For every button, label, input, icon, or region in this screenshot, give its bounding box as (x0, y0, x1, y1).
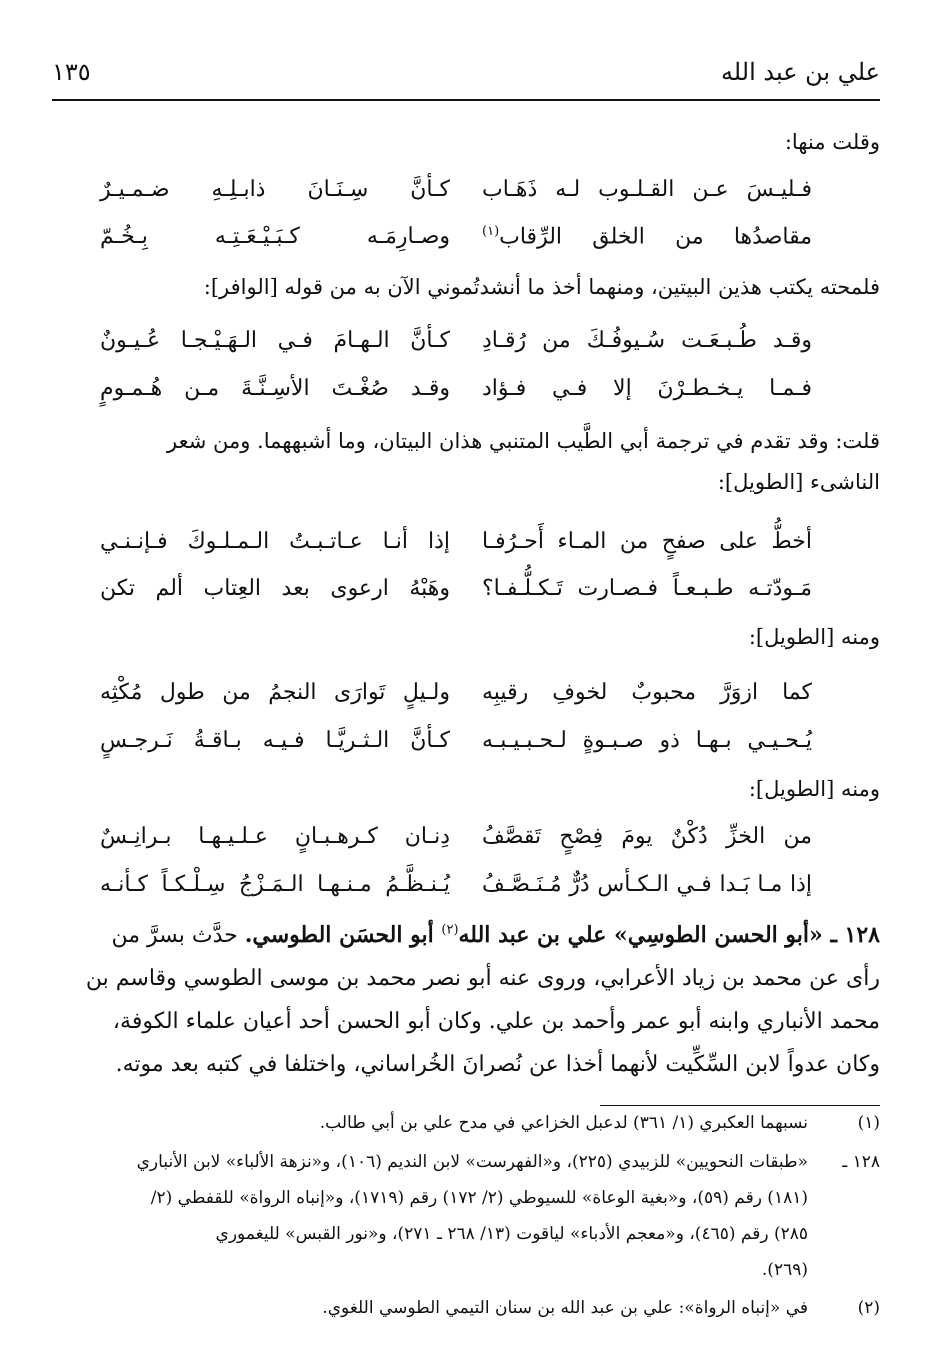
page-number: ١٣٥ (52, 58, 91, 86)
verse-first-hemistich: يُـنـظَّـمُ مـنـهـا الـمَـزْجُ سِـلْـكـاً كـأنـه (100, 872, 450, 897)
verse-second-hemistich: فـمـا يـخـطـرْنَ إلا فـي فـؤاد (482, 376, 812, 401)
footnote-line: «طبقات النحويين» للزبيدي (٢٢٥)، و«الفهرست» لابن النديم (١٠٦)، و«نزهة الألباء» لابن الأنباري (136, 1152, 808, 1172)
verse-first-hemistich: وقـد صُغْـتَ الأسِـنَّـةَ مـن هُـمـومٍ (100, 376, 450, 401)
verse-second-hemistich: من الخزِّ دُكْنٌ يومَ فِصْحٍ تَقصَّفُ (482, 824, 812, 849)
entry-text: حدَّث بسرَّ من (111, 923, 245, 948)
verse-second-hemistich: وقـد طُـبـعَـت سُـيوفُـكَ من رُقـادِ (482, 328, 812, 353)
footnote-line: ٢٨٥) رقم (٤٦٥)، و«معجم الأدباء» لياقوت (١٣/ ٢٦٨ ـ ٢٧١)، و«نور القبس» لليغموري (215, 1224, 808, 1244)
footnote-rule (600, 1105, 880, 1106)
entry-name: أبو الحسَن الطوسي. (244, 922, 442, 948)
intro-line: ومنه [الطويل]: (748, 625, 880, 649)
verse-first-hemistich: كـأنَّ الـثـريَّـا فـيـه بـاقـةُ نَـرجـسٍ (100, 728, 450, 753)
footnote-ref: (١) (482, 224, 500, 239)
verse-second-hemistich: يُـحـيـي بـهـا ذو صـبـوةٍ لـحـبـيـبـه (482, 728, 812, 753)
verse-second-hemistich: كما ازوَرَّ محبوبٌ لخوفِ رقيبِه (482, 680, 812, 705)
verse-second-hemistich: إذا مـا بَـدا فـي الـكـأس دُرٌّ مُـنَـصَّـفُ (482, 872, 812, 897)
footnote-mark: (١) (857, 1113, 880, 1133)
verse-first-hemistich: دِنـان كـرهـبـانٍ عـلـيـهـا بـرانِـسٌ (100, 824, 450, 849)
verse-first-hemistich: إذا أنـا عـاتـبـتُ الـمـلـوكَ فـإنـنـي (100, 529, 450, 554)
footnote-line: نسبهما العكبري (١/ ٣٦١) لدعبل الخزاعي في مدح علي بن أبي طالب. (319, 1113, 808, 1133)
footnote-line: (٢٦٩). (761, 1260, 808, 1280)
paragraph-line: قلت: وقد تقدم في ترجمة أبي الطَّيب المتنبي هذان البيتان، وما أشبههما. ومن شعر (166, 429, 880, 453)
running-header (52, 58, 880, 98)
verse-first-hemistich: وصـارِمَـه كـبَـيْـعَـتِـه بِـخُـمّ (100, 224, 450, 249)
entry-heading: ١٢٨ ـ «أبو الحسن الطوسِي» علي بن عبد الله (458, 922, 880, 948)
footnote-line: (١٨١) رقم (٥٩)، و«بغية الوعاة» للسيوطي (٢/ ١٧٢) رقم (١٧١٩)، و«إنباه الرواة» للقفطي (٢/ (150, 1188, 808, 1208)
verse-second-hemistich: مَـودّتـه طـبـعـاً فـصـارت تَـكـلُّـفـا؟ (482, 576, 812, 601)
verse-first-hemistich: ولـيلٍ تَوارَى النجمُ من طول مُكْثِه (100, 680, 450, 705)
footnote-mark: (٢) (857, 1298, 880, 1318)
header-rule (52, 99, 880, 101)
entry-heading-line (111, 922, 880, 948)
verse-first-hemistich: وهَبْهُ ارعوى بعد العِتاب ألم تكن (100, 576, 450, 601)
verse-second-hemistich: فـليـسَ عـن القـلـوب لـه ذَهَـاب (482, 177, 812, 202)
footnote-mark: ١٢٨ ـ (842, 1152, 880, 1172)
verse-first-hemistich: كـأنَّ الـهـامَ فـي الـهَـيْـجـا عُـيـونٌ (100, 328, 450, 353)
intro-line: ومنه [الطويل]: (748, 777, 880, 801)
header-title: علي بن عبد الله (720, 58, 880, 86)
paragraph-line: رأى عن محمد بن زياد الأعرابي، وروى عنه أبو نصر محمد بن موسى الطوسي وقاسم بن (85, 966, 880, 991)
intro-line: وقلت منها: (784, 130, 880, 154)
footnote-ref: (٢) (441, 922, 459, 938)
paragraph-line: محمد الأنباري وابنه أبو عمر وأحمد بن علي. وكان أبو الحسن أحد أعيان علماء الكوفة، (112, 1009, 880, 1034)
verse-text: مقاصدُها من الخلق الرِّقاب (499, 224, 812, 250)
paragraph-line: الناشىء [الطويل]: (717, 470, 880, 494)
verse-second-hemistich (482, 224, 812, 249)
intro-line: فلمحته يكتب هذين البيتين، ومنهما أخذ ما أنشدتُموني الآن به من قوله [الوافر]: (203, 275, 880, 299)
paragraph-line: وكان عدواً لابن السِّكِّيت لأنهما أخذا عن نُصرانَ الخُراساني، واختلفا في كتبه بعد موته. (115, 1052, 880, 1077)
footnote-line: في «إنباه الرواة»: علي بن عبد الله بن سنان التيمي الطوسي اللغوي. (322, 1298, 808, 1318)
verse-second-hemistich: أخطُّ على صفحٍ من المـاء أَحـرُفـا (482, 529, 812, 554)
verse-first-hemistich: كـأنَّ سِـنَـانَ ذابـلِـهِ ضـمـيـرٌ (100, 177, 450, 202)
